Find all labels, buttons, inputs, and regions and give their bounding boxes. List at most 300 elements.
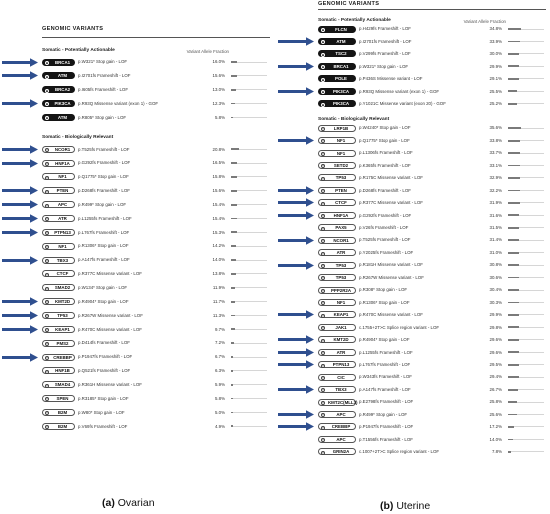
gene-pill[interactable]: [318, 150, 356, 157]
vaf-bar-track: [231, 62, 267, 63]
vaf-bar-track: [508, 29, 544, 30]
variant-row: [0, 339, 272, 347]
variant-row: [0, 86, 272, 94]
gene-pill[interactable]: [42, 312, 75, 319]
right-arrow-icon: [278, 236, 314, 245]
vaf-bar-track: [508, 252, 544, 253]
gene-pill[interactable]: [42, 423, 75, 430]
right-arrow-icon: [278, 310, 314, 319]
vaf-bar-fill: [508, 177, 520, 179]
minus-circle-icon: −: [46, 60, 49, 65]
gene-name: NF1: [336, 299, 346, 305]
minus-circle-icon: −: [46, 88, 49, 93]
vaf-bar-fill: [508, 451, 511, 453]
gene-pill[interactable]: [42, 187, 75, 194]
gene-name: BRCA2: [54, 87, 71, 93]
vaf-value: 29.9%: [489, 63, 502, 69]
gene-name: HNF1A: [333, 212, 349, 218]
right-arrow-icon: [2, 214, 38, 223]
right-arrow-icon: [278, 360, 314, 369]
gene-pill[interactable]: [42, 381, 75, 388]
gene-pill[interactable]: [318, 137, 356, 144]
variant-row: [276, 100, 548, 108]
variant-description: p.P1947fs Frameshift - LOF: [78, 354, 133, 360]
vaf-bar-fill: [231, 148, 239, 150]
vaf-bar-track: [508, 290, 544, 291]
vaf-bar-track: [231, 301, 267, 302]
gene-pill[interactable]: [42, 298, 75, 305]
gene-name: BRCA1: [54, 59, 71, 65]
gene-name: PIK3CA: [54, 101, 71, 107]
vaf-bar-track: [508, 177, 544, 178]
gene-name: ATM: [57, 114, 68, 120]
variant-description: p.R93Q Missense variant (exon 1) - GOF: [359, 88, 440, 94]
variant-description: p.G292fs Frameshift - LOF: [78, 160, 131, 166]
gene-name: PTPN13: [332, 362, 350, 368]
gene-pill[interactable]: [42, 243, 75, 250]
gene-name: TP53: [335, 262, 347, 268]
gene-name: SPEN: [56, 396, 69, 402]
gene-name: GRIN2A: [332, 449, 350, 455]
vaf-bar-fill: [508, 41, 520, 43]
variant-description: p.L1255fs Frameshift - LOF: [359, 349, 413, 355]
title-rule: [42, 37, 270, 38]
minus-circle-icon: −: [322, 189, 325, 194]
vaf-value: 33.8%: [489, 137, 502, 143]
right-arrow-icon: [278, 136, 314, 145]
minus-circle-icon: −: [322, 388, 325, 393]
gene-pill[interactable]: [318, 187, 356, 194]
variant-row: [0, 284, 272, 292]
variant-row: [276, 186, 548, 194]
vaf-bar-fill: [231, 273, 236, 275]
gene-pill[interactable]: [318, 50, 356, 57]
vaf-bar-fill: [231, 75, 237, 77]
gene-pill[interactable]: [318, 423, 356, 430]
gene-pill[interactable]: [42, 354, 75, 361]
variant-description: p.Q1775* Stop gain - LOF: [78, 174, 129, 180]
vaf-bar-track: [508, 240, 544, 241]
gene-pill[interactable]: [42, 146, 75, 153]
right-arrow-icon: [2, 311, 38, 320]
gene-name: TBX3: [56, 257, 69, 263]
gene-pill[interactable]: [318, 436, 356, 443]
gene-name: NF1: [58, 243, 67, 249]
vaf-value: 29.6%: [489, 349, 502, 355]
variant-description: c.1007+2T>C Splice region variant - LOF: [359, 449, 440, 455]
gene-pill[interactable]: [318, 224, 356, 231]
gene-pill[interactable]: [42, 173, 75, 180]
gene-name: APC: [336, 412, 346, 417]
vaf-bar-fill: [508, 401, 517, 403]
gene-pill[interactable]: [318, 336, 356, 343]
gene-pill[interactable]: [318, 125, 356, 132]
variant-description: p.R1306* Stop gain - LOF: [359, 299, 410, 305]
gene-pill[interactable]: [42, 284, 75, 291]
variant-description: p.R470C Missense variant - LOF: [78, 326, 142, 332]
right-arrow-icon: [2, 58, 38, 67]
vaf-bar-fill: [508, 289, 519, 291]
gene-name: NF1: [336, 138, 346, 144]
variant-row: [0, 367, 272, 375]
gene-pill[interactable]: [42, 59, 75, 66]
variant-description: p.R377C Missense variant - LOF: [359, 200, 423, 206]
vaf-value: 26.7%: [489, 386, 502, 392]
vaf-bar-track: [231, 315, 267, 316]
vaf-bar-track: [231, 426, 267, 427]
vaf-bar-track: [508, 439, 544, 440]
variant-description: p.R499* Stop gain - LOF: [78, 201, 127, 207]
vaf-bar-track: [508, 327, 544, 328]
vaf-bar-track: [231, 370, 267, 371]
vaf-bar-track: [508, 339, 544, 340]
gene-name: SMAD4: [54, 382, 71, 388]
minus-circle-icon: −: [46, 286, 49, 291]
variant-description: p.I2701fs Frameshift - LOF: [78, 73, 131, 79]
variant-row: [0, 215, 272, 223]
vaf-bar-fill: [231, 190, 237, 192]
vaf-value: 14.0%: [212, 257, 225, 263]
variant-description: p.V69fs Frameshift - LOF: [78, 423, 128, 429]
minus-circle-icon: −: [322, 288, 325, 293]
gene-pill[interactable]: [42, 340, 75, 347]
right-arrow-icon: [2, 325, 38, 334]
gene-pill[interactable]: [318, 299, 356, 306]
gene-pill[interactable]: [318, 88, 356, 95]
vaf-bar-track: [508, 91, 544, 92]
variant-row: [276, 298, 548, 306]
right-arrow-icon: [2, 297, 38, 306]
gene-pill[interactable]: [318, 237, 356, 244]
variant-row: [276, 211, 548, 219]
minus-circle-icon: −: [322, 400, 325, 405]
gene-name: CTCF: [335, 200, 347, 206]
gene-name: TSC2: [335, 51, 347, 57]
variant-row: [0, 72, 272, 80]
right-arrow-icon: [2, 186, 38, 195]
gene-pill[interactable]: [318, 324, 356, 331]
variant-row: [0, 381, 272, 389]
vaf-bar-track: [508, 265, 544, 266]
vaf-bar-fill: [231, 89, 236, 91]
vaf-value: 29.1%: [489, 76, 502, 82]
gene-name: FLCN: [335, 26, 347, 32]
variant-row: [276, 25, 548, 33]
vaf-bar-track: [231, 89, 267, 90]
gene-pill[interactable]: [318, 262, 356, 269]
variant-row: [0, 173, 272, 181]
gene-pill[interactable]: [318, 38, 356, 45]
gene-pill[interactable]: [318, 100, 356, 107]
vaf-bar-fill: [508, 90, 517, 92]
gene-name: KMT2D: [54, 299, 71, 305]
right-arrow-icon: [2, 228, 38, 237]
gene-pill[interactable]: [42, 326, 75, 333]
variant-row: [276, 137, 548, 145]
vaf-bar-fill: [231, 259, 236, 261]
right-arrow-icon: [278, 335, 314, 344]
gene-name: TP53: [335, 275, 347, 281]
minus-circle-icon: −: [46, 425, 49, 430]
variant-row: [276, 411, 548, 419]
gene-pill[interactable]: [318, 212, 356, 219]
vaf-bar-fill: [508, 140, 520, 142]
vaf-bar-fill: [508, 190, 520, 192]
gene-name: CTCF: [56, 271, 69, 277]
minus-circle-icon: −: [322, 363, 325, 368]
variant-description: p.W321* Stop gain - LOF: [78, 59, 128, 65]
variant-row: [0, 113, 272, 121]
gene-pill[interactable]: [42, 215, 75, 222]
minus-circle-icon: −: [46, 328, 49, 333]
variant-row: [0, 408, 272, 416]
vaf-value: 15.3%: [212, 229, 225, 235]
vaf-bar-track: [508, 277, 544, 278]
gene-pill[interactable]: [318, 75, 356, 82]
gene-pill[interactable]: [318, 274, 356, 281]
uterine-caption: (b) Uterine: [380, 500, 431, 512]
vaf-value: 31.9%: [489, 200, 502, 206]
variant-row: [276, 398, 548, 406]
vaf-bar-track: [231, 357, 267, 358]
minus-circle-icon: −: [322, 127, 325, 132]
vaf-bar-track: [231, 412, 267, 413]
gene-name: NCOR1: [54, 146, 71, 152]
gene-pill[interactable]: [318, 311, 356, 318]
gene-pill[interactable]: [318, 386, 356, 393]
vaf-value: 30.6%: [489, 274, 502, 280]
variant-row: [276, 249, 548, 257]
gene-pill[interactable]: [42, 114, 75, 121]
vaf-bar-fill: [508, 351, 519, 353]
gene-pill[interactable]: [318, 349, 356, 356]
vaf-bar-track: [508, 190, 544, 191]
gene-pill[interactable]: [318, 162, 356, 169]
variant-row: [276, 261, 548, 269]
variant-description: p.V26fs Frameshift - LOF: [359, 225, 409, 231]
minus-circle-icon: −: [322, 438, 325, 443]
gene-name: HNF1B: [55, 368, 70, 374]
variant-description: p.H429fs Frameshift - LOF: [359, 26, 411, 32]
variant-description: p.Y2025fs Frameshift - LOF: [359, 249, 414, 255]
vaf-bar-fill: [508, 426, 514, 428]
vaf-bar-track: [508, 153, 544, 154]
variant-description: p.R93Q Missense variant (exon 1) - GOF: [78, 100, 159, 106]
vaf-value: 33.7%: [489, 150, 502, 156]
vaf-bar-track: [508, 103, 544, 104]
variant-row: [276, 199, 548, 207]
vaf-bar-fill: [231, 301, 235, 303]
minus-circle-icon: −: [322, 276, 325, 281]
vaf-value: 11.7%: [212, 298, 225, 304]
variant-row: [276, 62, 548, 70]
gene-pill[interactable]: [318, 174, 356, 181]
vaf-value: 25.2%: [489, 100, 502, 106]
minus-circle-icon: −: [46, 245, 49, 250]
gene-pill[interactable]: [318, 399, 356, 406]
minus-circle-icon: −: [322, 52, 325, 57]
variant-description: p.V299fs Frameshift - LOF: [359, 51, 411, 57]
gene-name: KMT2C(MLL3): [328, 399, 358, 405]
gene-name: LRP1B: [333, 125, 349, 131]
vaf-bar-fill: [508, 103, 517, 105]
right-arrow-icon: [2, 145, 38, 154]
vaf-bar-fill: [508, 314, 519, 316]
variant-description: p.R377C Missense variant - LOF: [78, 271, 142, 277]
vaf-value: 15.4%: [212, 201, 225, 207]
gene-name: KMT2D: [333, 337, 349, 343]
minus-circle-icon: −: [322, 214, 325, 219]
gene-name: PIK3CA: [332, 88, 350, 94]
minus-circle-icon: −: [322, 40, 325, 45]
minus-circle-icon: −: [46, 102, 49, 107]
vaf-bar-fill: [231, 398, 233, 400]
right-arrow-icon: [2, 256, 38, 265]
variant-description: p.K365fs Frameshift - LOF: [359, 162, 411, 168]
minus-circle-icon: −: [46, 161, 49, 166]
vaf-bar-track: [231, 190, 267, 191]
vaf-value: 29.8%: [489, 324, 502, 330]
variant-row: [276, 448, 548, 456]
vaf-value: 33.9%: [489, 38, 502, 44]
gene-pill[interactable]: [318, 448, 356, 455]
variant-row: [276, 311, 548, 319]
vaf-value: 13.0%: [212, 86, 225, 92]
variant-description: p.W134* Stop gain - LOF: [78, 285, 128, 291]
gene-name: PIK3CA: [332, 101, 350, 107]
vaf-bar-fill: [231, 245, 236, 247]
right-arrow-icon: [278, 37, 314, 46]
vaf-bar-fill: [231, 204, 237, 206]
variant-description: p.L1306fs Frameshift - LOF: [359, 150, 413, 156]
gene-name: PTEN: [56, 188, 69, 194]
vaf-bar-fill: [508, 389, 518, 391]
vaf-bar-fill: [508, 414, 517, 416]
gene-pill[interactable]: [318, 361, 356, 368]
gene-pill[interactable]: [318, 411, 356, 418]
vaf-bar-fill: [508, 165, 520, 167]
variant-row: [276, 336, 548, 344]
variant-description: p.W4240* Stop gain - LOF: [359, 125, 411, 131]
vaf-bar-fill: [508, 439, 513, 441]
vaf-bar-fill: [508, 127, 521, 129]
vaf-bar-fill: [231, 176, 237, 178]
gene-pill[interactable]: [42, 229, 75, 236]
variant-description: p.T525fs Frameshift - LOF: [359, 237, 411, 243]
vaf-bar-track: [231, 246, 267, 247]
gene-pill[interactable]: [42, 201, 75, 208]
gene-pill[interactable]: [318, 287, 356, 294]
vaf-value: 29.9%: [489, 312, 502, 318]
gene-name: ATR: [336, 349, 346, 355]
variant-description: p.R361H Missense variant - LOF: [78, 381, 142, 387]
vaf-bar-track: [508, 426, 544, 427]
vaf-value: 31.5%: [489, 225, 502, 231]
vaf-bar-track: [508, 202, 544, 203]
minus-circle-icon: −: [322, 326, 325, 331]
vaf-value: 31.6%: [489, 212, 502, 218]
minus-circle-icon: −: [322, 176, 325, 181]
variant-row: [0, 201, 272, 209]
variant-row: [276, 361, 548, 369]
vaf-value: 5.8%: [214, 395, 225, 401]
vaf-bar-track: [231, 260, 267, 261]
vaf-bar-track: [508, 302, 544, 303]
gene-name: KEAP1: [55, 326, 70, 332]
gene-pill[interactable]: [42, 72, 75, 79]
gene-pill[interactable]: [318, 63, 356, 70]
gene-pill[interactable]: [42, 367, 75, 374]
minus-circle-icon: −: [46, 397, 49, 402]
minus-circle-icon: −: [46, 314, 49, 319]
gene-name: ATM: [336, 38, 346, 44]
variant-description: p.R267W Missense variant - LOF: [359, 274, 424, 280]
right-arrow-icon: [2, 159, 38, 168]
minus-circle-icon: −: [46, 383, 49, 388]
variant-row: [276, 87, 548, 95]
gene-pill[interactable]: [318, 26, 356, 33]
vaf-bar-fill: [508, 252, 519, 254]
gene-pill[interactable]: [42, 409, 75, 416]
vaf-bar-track: [231, 204, 267, 205]
variant-description: p.Q521fs Frameshift - LOF: [78, 368, 131, 374]
minus-circle-icon: −: [322, 338, 325, 343]
variant-row: [0, 256, 272, 264]
minus-circle-icon: −: [322, 413, 325, 418]
minus-circle-icon: −: [46, 342, 49, 347]
variant-row: [276, 174, 548, 182]
variant-row: [276, 274, 548, 282]
gene-pill[interactable]: [318, 249, 356, 256]
gene-pill[interactable]: [42, 86, 75, 93]
minus-circle-icon: −: [322, 239, 325, 244]
right-arrow-icon: [278, 87, 314, 96]
gene-pill[interactable]: [42, 100, 75, 107]
minus-circle-icon: −: [46, 175, 49, 180]
gene-pill[interactable]: [42, 270, 75, 277]
variant-description: p.R470C Missense variant - LOF: [359, 312, 423, 318]
vaf-bar-track: [231, 163, 267, 164]
vaf-value: 31.0%: [489, 249, 502, 255]
minus-circle-icon: −: [322, 90, 325, 95]
vaf-bar-fill: [231, 384, 233, 386]
gene-name: TP53: [57, 312, 68, 318]
vaf-value: 13.8%: [212, 271, 225, 277]
variant-description: p.R267W Missense variant - LOF: [78, 312, 143, 318]
minus-circle-icon: −: [46, 355, 49, 360]
vaf-bar-fill: [508, 239, 519, 241]
variant-row: [0, 145, 272, 153]
variant-row: [276, 423, 548, 431]
gene-pill[interactable]: [318, 374, 356, 381]
title-rule: [318, 9, 546, 10]
minus-circle-icon: −: [322, 376, 325, 381]
minus-circle-icon: −: [46, 203, 49, 208]
vaf-value: 15.6%: [212, 188, 225, 194]
variant-description: p.A147fs Frameshift - LOF: [359, 386, 411, 392]
right-arrow-icon: [2, 353, 38, 362]
gene-pill[interactable]: [42, 160, 75, 167]
panel-title: GENOMIC VARIANTS: [318, 1, 380, 7]
gene-pill[interactable]: [42, 395, 75, 402]
vaf-bar-track: [231, 273, 267, 274]
vaf-value: 12.3%: [212, 100, 225, 106]
section-heading: Somatic - Biologically Relevant: [42, 135, 114, 141]
minus-circle-icon: −: [322, 151, 325, 156]
vaf-bar-track: [508, 414, 544, 415]
gene-pill[interactable]: [42, 257, 75, 264]
gene-pill[interactable]: [318, 199, 356, 206]
